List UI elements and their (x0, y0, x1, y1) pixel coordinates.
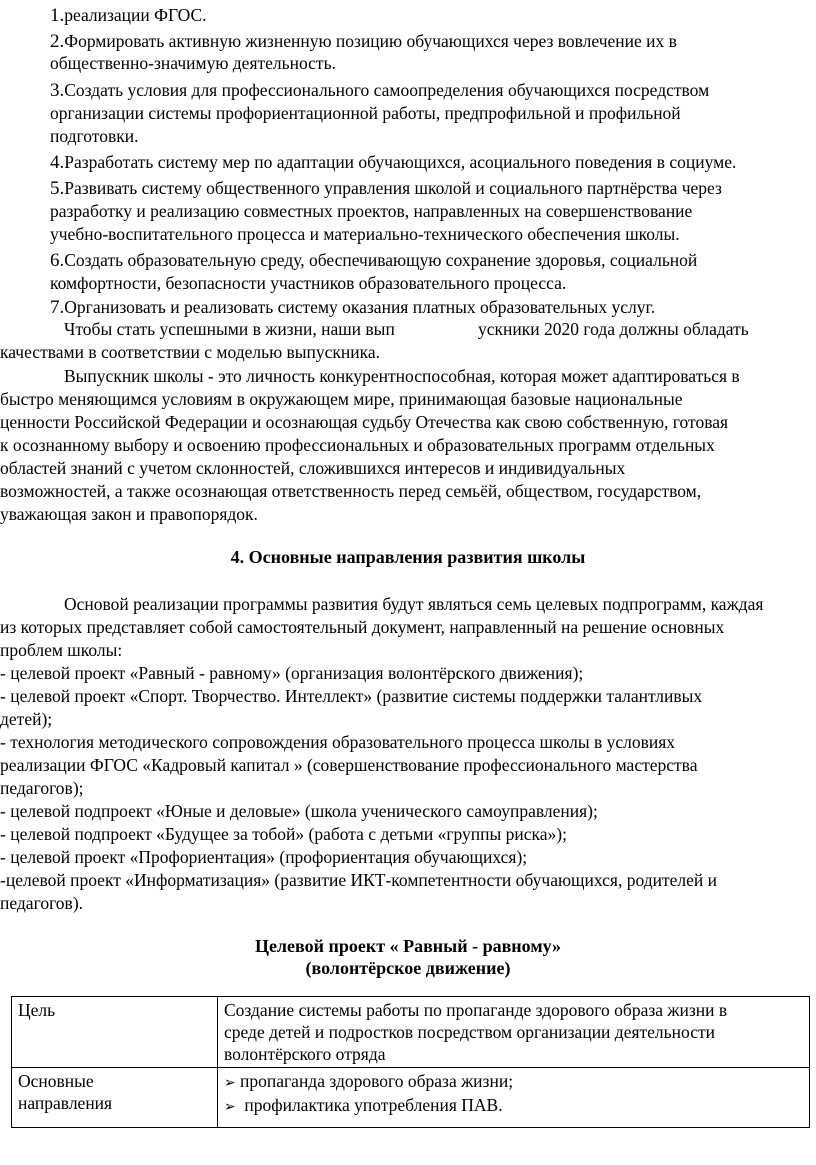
cell-line: Основные (18, 1071, 94, 1091)
list-item: педагогов). (0, 893, 84, 913)
paragraph-line: к осознанному выбору и освоению профессиональных и образовательных программ отдельных (0, 435, 715, 455)
cell-line: волонтёрского отряда (224, 1044, 386, 1064)
list-item: - целевой проект «Равный - равному» (организация волонтёрского движения); (0, 663, 584, 683)
project-subtitle: (волонтёрское движение) (305, 958, 511, 978)
paragraph-line: Основой реализации программы развития будут являться семь целевых подпрограмм, каждая (64, 594, 764, 614)
table-cell-label: Цель (12, 997, 218, 1068)
paragraph-line: Чтобы стать успешными в жизни, наши вып (64, 319, 395, 339)
goal-item-6: 6.Создать образовательную среду, обеспечивающую сохранение здоровья, социальной (50, 250, 698, 271)
goal-item-3: 3.Создать условия для профессионального самоопределения обучающихся посредством (50, 80, 710, 101)
paragraph-line: ценности Российской Федерации и осознающая судьбу Отечества как свою собственную, готовая (0, 412, 729, 432)
goal-item-2: 2.Формировать активную жизненную позицию обучающихся через вовлечение их в (50, 31, 677, 52)
goal-item-5-cont: учебно-воспитательного процесса и материально-технического обеспечения школы. (50, 224, 680, 244)
list-item: -целевой проект «Информатизация» (развитие ИКТ-компетентности обучающихся, родителей и (0, 870, 717, 890)
paragraph-line: уважающая закон и правопорядок. (0, 504, 258, 524)
paragraph-line: областей знаний с учетом склонностей, сложившихся интересов и индивидуальных (0, 458, 626, 478)
goal-item-3-cont: организации системы профориентационной работы, предпрофильной и профильной (50, 103, 681, 123)
paragraph-line: быстро меняющимся условиям в окружающем мире, принимающая базовые национальные (0, 389, 683, 409)
list-item: - целевой подпроект «Будущее за тобой» (работа с детьми «группы риска»); (0, 824, 567, 844)
arrow-bullet-icon: ➢ (224, 1075, 236, 1091)
list-item: - целевой подпроект «Юные и деловые» (школа ученического самоуправления); (0, 801, 598, 821)
goal-item-1: 1.реализации ФГОС. (50, 5, 207, 26)
list-item: реализации ФГОС «Кадровый капитал » (совершенствование профессионального мастерства (0, 755, 698, 775)
project-table (11, 996, 810, 1128)
table-cell-label (12, 1068, 218, 1128)
arrow-bullet-icon: ➢ (224, 1099, 236, 1115)
table-row (12, 1068, 810, 1128)
cell-line: направления (18, 1093, 113, 1113)
goal-item-6-cont: комфортности, безопасности участников образовательного процесса. (50, 273, 567, 293)
list-item: ➢ пропаганда здорового образа жизни; (224, 1070, 803, 1094)
list-item: ➢ профилактика употребления ПАВ. (224, 1094, 803, 1118)
paragraph-line: из которых представляет собой самостоятельный документ, направленный на решение основных (0, 617, 725, 637)
list-item: - технология методического сопровождения образовательного процесса школы в условиях (0, 732, 676, 752)
list-item: - целевой проект «Профориентация» (профориентация обучающихся); (0, 847, 528, 867)
table-row (12, 997, 810, 1068)
goal-item-5: 5.Развивать систему общественного управления школой и социального партнёрства через (50, 178, 722, 199)
list-item: - целевой проект «Спорт. Творчество. Интеллект» (развитие системы поддержки талантливых (0, 686, 703, 706)
list-item: детей); (0, 709, 53, 729)
paragraph-line: проблем школы: (0, 640, 123, 660)
table-cell-text (218, 1068, 810, 1128)
goal-item-7: 7.Организовать и реализовать систему оказания платных образовательных услуг. (50, 297, 656, 318)
cell-line: среде детей и подростков посредством организации деятельности (224, 1022, 715, 1042)
goal-item-4: 4.Разработать систему мер по адаптации обучающихся, асоциального поведения в социуме. (50, 152, 737, 173)
section-heading: 4. Основные направления развития школы (230, 547, 586, 567)
goal-item-3-cont: подготовки. (50, 126, 139, 146)
paragraph-line: Выпускник школы - это личность конкурентноспособная, которая может адаптироваться в (64, 366, 740, 386)
project-title: Целевой проект « Равный - равному» (254, 936, 562, 956)
goal-item-5-cont: разработку и реализацию совместных проектов, направленных на совершенствование (50, 201, 693, 221)
cell-line: Создание системы работы по пропаганде здорового образа жизни в (224, 1000, 728, 1020)
paragraph-line: качествами в соответствии с моделью выпускника. (0, 342, 381, 362)
table-cell-text (218, 997, 810, 1068)
paragraph-line: возможностей, а также осознающая ответственность перед семьёй, обществом, государством, (0, 481, 702, 501)
goal-item-2-cont: общественно-значимую деятельность. (50, 53, 336, 73)
list-item: педагогов); (0, 778, 84, 798)
paragraph-line: ускники 2020 года должны обладать (478, 319, 749, 339)
